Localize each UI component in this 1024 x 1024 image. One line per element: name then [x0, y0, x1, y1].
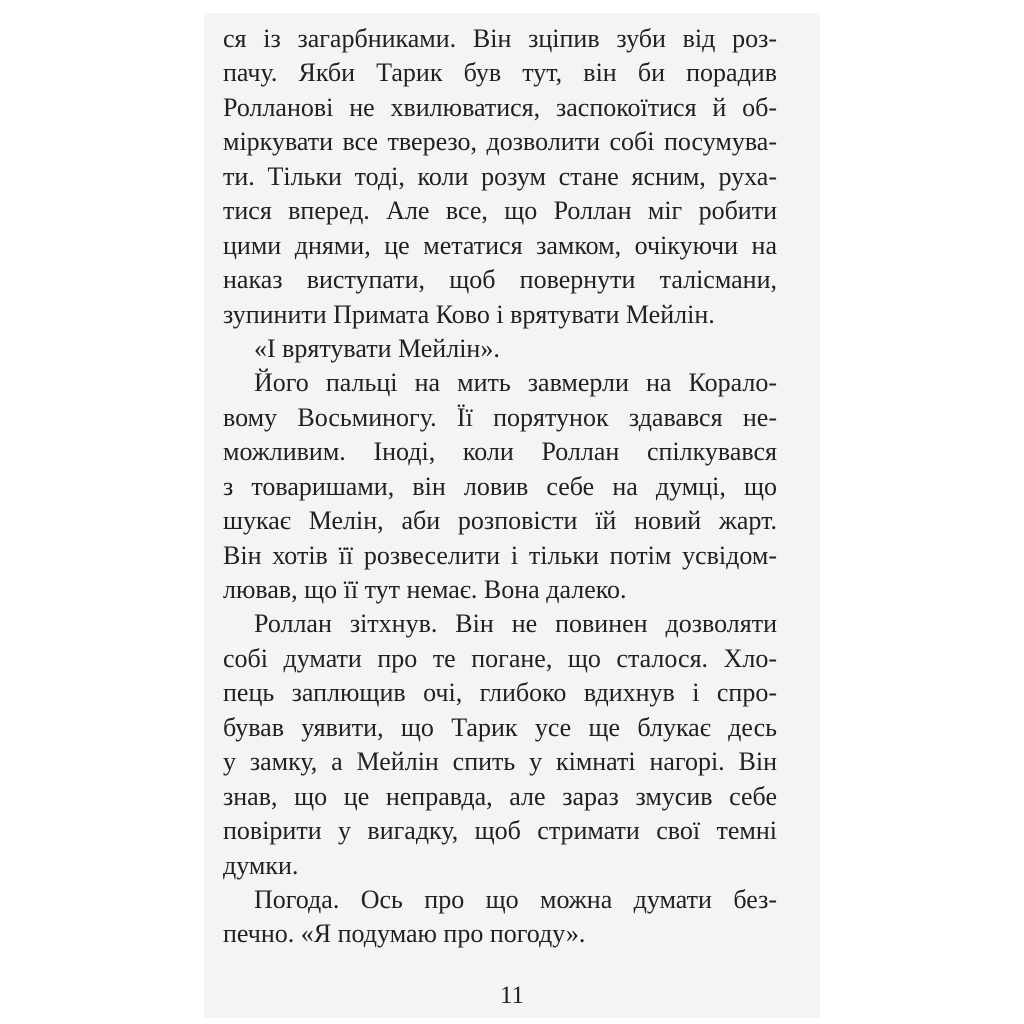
text-line: повірити у вигадку, щоб стримати свої темні	[223, 816, 777, 846]
page-number: 11	[499, 982, 525, 1009]
paragraph	[223, 607, 777, 883]
text-line: знав, що це неправда, але зараз змусив себе	[223, 781, 777, 811]
text-line: бував уявити, що Тарик усе ще блукає десь	[223, 712, 777, 742]
text-line: можливим. Іноді, коли Роллан спілкувався	[223, 437, 777, 467]
paragraph	[223, 366, 777, 607]
text-line: «І врятувати Мейлін».	[254, 333, 500, 363]
text-block	[204, 13, 820, 952]
text-line: тися вперед. Але все, що Роллан міг робити	[223, 196, 777, 226]
text-line: Погода. Ось про що можна думати без-	[254, 884, 777, 914]
book-page	[204, 13, 820, 1018]
text-line: цими днями, це метатися замком, очікуючи на	[223, 230, 777, 260]
paragraph	[223, 332, 777, 366]
text-line: Його пальці на мить завмерли на Корало-	[254, 368, 777, 398]
paragraph	[223, 883, 777, 952]
text-line: лював, що її тут немає. Вона далеко.	[223, 575, 627, 604]
text-line: Він хотів її розвеселити і тільки потім усвідом-	[223, 540, 777, 570]
text-line: міркувати все тверезо, дозволити собі посумува-	[223, 127, 777, 157]
text-line: у замку, а Мейлін спить у кімнаті нагорі. Він	[223, 747, 777, 777]
text-line: наказ виступати, щоб повернути талісмани,	[223, 265, 777, 295]
text-line: ти. Тільки тоді, коли розум стане ясним, руха-	[223, 161, 777, 191]
text-line: пець заплющив очі, глибоко вдихнув і спро-	[223, 678, 777, 708]
text-line: пачу. Якби Тарик був тут, він би порадив	[223, 58, 777, 88]
text-line: зупинити Примата Ково і врятувати Мейлін.	[223, 299, 715, 329]
text-line: собі думати про те погане, що сталося. Хло-	[223, 643, 777, 673]
text-line: шукає Мелін, аби розповісти їй новий жарт.	[223, 506, 777, 536]
text-line: Роллан зітхнув. Він не повинен дозволяти	[254, 609, 777, 639]
text-line: печно. «Я подумаю про погоду».	[223, 919, 586, 949]
text-line: ся із загарбниками. Він зціпив зуби від роз-	[223, 24, 777, 53]
paragraph	[223, 22, 777, 332]
text-line: з товаришами, він ловив себе на думці, що	[223, 471, 777, 501]
text-line: думки.	[223, 850, 299, 880]
text-line: вому Восьминогу. Її порятунок здавався не-	[223, 402, 777, 432]
text-line: Ролланові не хвилюватися, заспокоїтися й об-	[223, 92, 777, 122]
